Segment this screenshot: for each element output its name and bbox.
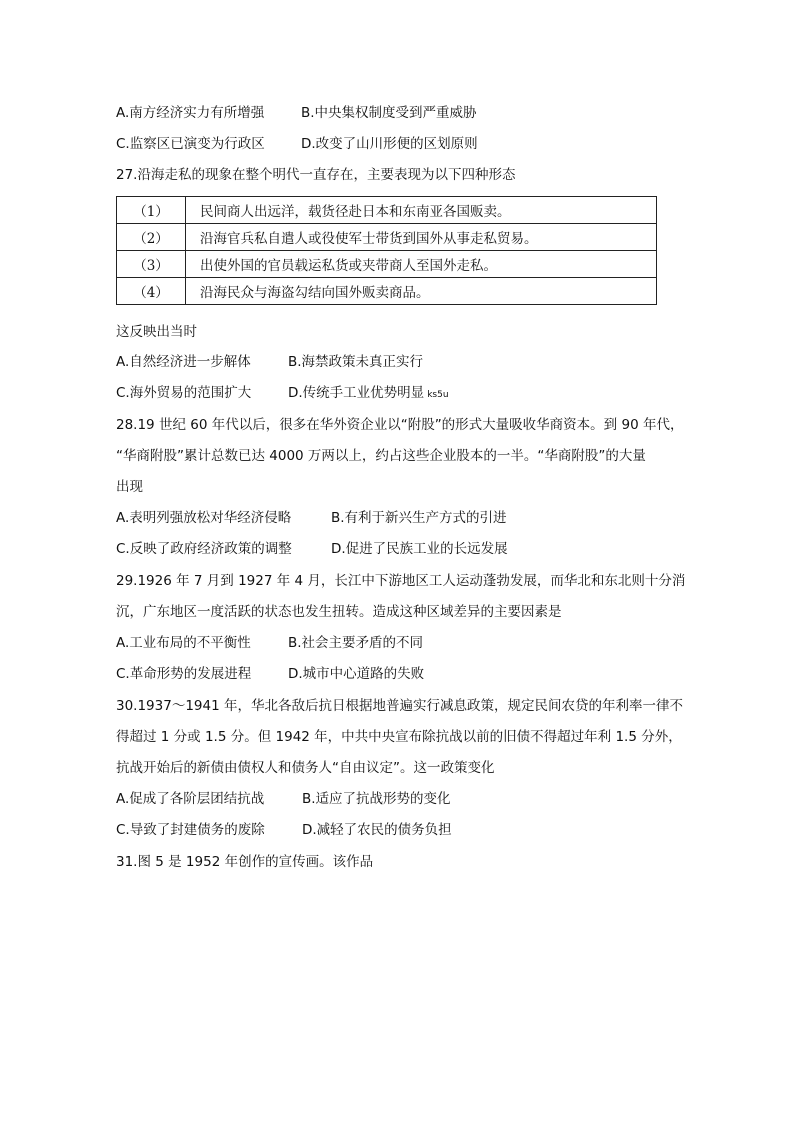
row-number: （2） [117,224,186,251]
q28-option-c[interactable]: C.反映了政府经济政策的调整 [116,541,292,557]
table-row [117,278,657,305]
q28-stem-line-3: 出现 [116,479,143,495]
q26-option-a[interactable]: A.南方经济实力有所增强 [116,105,265,121]
row-text: 民间商人出远洋，载货径赴日本和东南亚各国贩卖。 [186,197,657,224]
row-text: 沿海民众与海盗勾结向国外贩卖商品。 [186,278,657,305]
row-number: （4） [117,278,186,305]
q26-option-b[interactable]: B.中央集权制度受到严重威胁 [301,105,477,121]
q28-option-d[interactable]: D.促进了民族工业的长远发展 [331,541,508,557]
q29-option-d[interactable]: D.城市中心道路的失败 [288,666,425,682]
q27-option-a[interactable]: A.自然经济进一步解体 [116,354,251,370]
q30-option-a[interactable]: A.促成了各阶层团结抗战 [116,791,265,807]
q28-options-row-2 [116,540,508,558]
q29-options-row-2 [116,665,424,683]
q27-option-d[interactable]: D.传统手工业优势明显 [288,385,425,401]
q28-option-a[interactable]: A.表明列强放松对华经济侵略 [116,510,292,526]
q28-stem-line-1: 28.19 世纪 60 年代以后，很多在华外资企业以“附股”的形式大量吸收华商资本。到 90 年代， [116,417,684,433]
q27-stem: 27.沿海走私的现象在整个明代一直存在，主要表现为以下四种形态 [116,167,516,183]
row-number: （1） [117,197,186,224]
q29-stem-line-2: 沉，广东地区一度活跃的状态也发生扭转。造成这种区域差异的主要因素是 [116,604,562,620]
q27-option-c[interactable]: C.海外贸易的范围扩大 [116,385,252,401]
q30-option-c[interactable]: C.导致了封建债务的废除 [116,822,265,838]
table-row [117,251,657,278]
q27-options-row-1 [116,353,423,371]
watermark-tag: ks5u [427,390,449,400]
q27-option-b[interactable]: B.海禁政策未真正实行 [288,354,424,370]
q29-option-c[interactable]: C.革命形势的发展进程 [116,666,252,682]
table-row [117,197,657,224]
q30-options-row-2 [116,821,452,839]
q26-option-d[interactable]: D.改变了山川形便的区划原则 [301,136,478,152]
table-row [117,224,657,251]
q30-stem-line-3: 抗战开始后的新债由债权人和债务人“自由议定”。这一政策变化 [116,760,495,776]
q30-stem-line-2: 得超过 1 分或 1.5 分。但 1942 年，中共中央宣布除抗战以前的旧债不得超过年利 1.5 分外， [116,729,682,745]
row-text: 沿海官兵私自遣人或役使军士带货到国外从事走私贸易。 [186,224,657,251]
q28-stem-line-2: “华商附股”累计总数已达 4000 万两以上，约占这些企业股本的一半。“华商附股”的大量 [116,448,646,464]
q27-smuggling-table [116,196,657,305]
q29-stem-line-1: 29.1926 年 7 月到 1927 年 4 月，长江中下游地区工人运动蓬勃发展，而华北和东北则十分消 [116,573,686,589]
q29-option-a[interactable]: A.工业布局的不平衡性 [116,635,251,651]
q30-option-d[interactable]: D.减轻了农民的债务负担 [302,822,452,838]
q31-stem: 31.图 5 是 1952 年创作的宣传画。该作品 [116,854,374,870]
q28-option-b[interactable]: B.有利于新兴生产方式的引进 [331,510,507,526]
q29-options-row-1 [116,634,423,652]
q26-options-row-1 [116,104,477,122]
row-number: （3） [117,251,186,278]
q27-question: 这反映出当时 [116,324,197,340]
q28-options-row-1 [116,509,507,527]
q30-stem-line-1: 30.1937～1941 年，华北各敌后抗日根据地普遍实行减息政策，规定民间农贷的年利率一律不 [116,698,683,714]
q30-options-row-1 [116,790,451,808]
q26-options-row-2 [116,135,478,153]
q27-options-row-2 [116,384,449,404]
row-text: 出使外国的官员载运私货或夹带商人至国外走私。 [186,251,657,278]
q30-option-b[interactable]: B.适应了抗战形势的变化 [302,791,451,807]
q26-option-c[interactable]: C.监察区已演变为行政区 [116,136,265,152]
q29-option-b[interactable]: B.社会主要矛盾的不同 [288,635,424,651]
